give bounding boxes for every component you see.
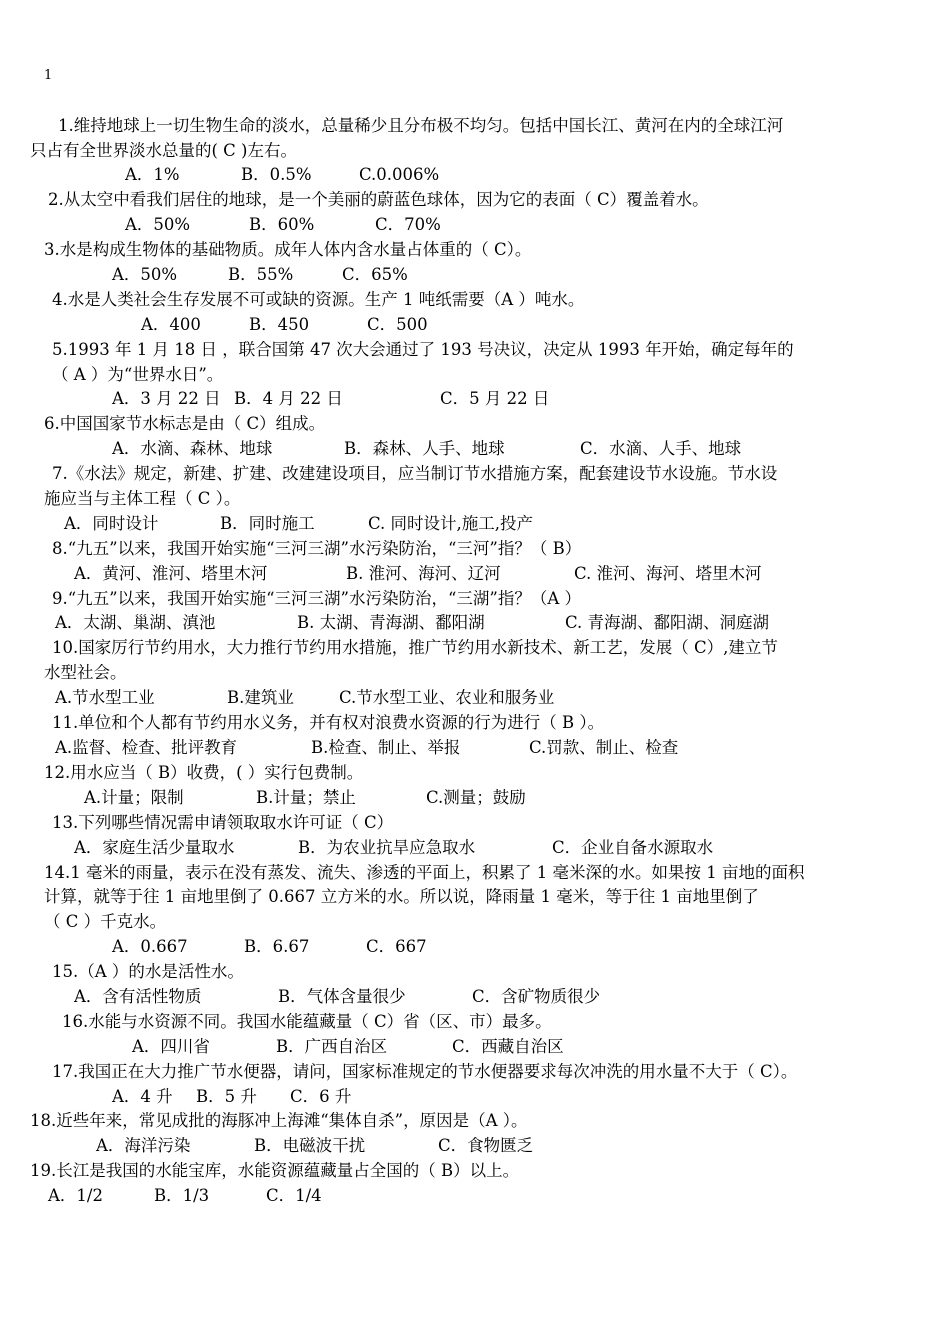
option-a: A．含有活性物质 (74, 987, 202, 1006)
question-14-line-3: （ C ）千克水。 (44, 912, 167, 931)
option-c: C．6 升 (290, 1087, 352, 1106)
option-c: C. 淮河、海河、塔里木河 (574, 564, 762, 583)
question-2-options (125, 214, 441, 236)
option-a: A．50% (112, 265, 178, 284)
option-a: A．黄河、淮河、塔里木河 (74, 564, 268, 583)
option-b: B．为农业抗旱应急取水 (298, 838, 476, 857)
question-13-options (74, 837, 713, 859)
option-a: A．家庭生活少量取水 (74, 838, 235, 857)
option-c: C．食物匮乏 (438, 1136, 534, 1155)
question-7-line-1: 7.《水法》规定，新建、扩建、改建建设项目，应当制订节水措施方案，配套建设节水设施。节水设 (52, 464, 778, 483)
option-a: A．四川省 (132, 1037, 210, 1056)
option-b: B．1/3 (154, 1186, 210, 1205)
option-b: B．0.5% (241, 165, 312, 184)
question-16-line-1: 16.水能与水资源不同。我国水能蕴藏量（ C）省（区、市）最多。 (62, 1012, 552, 1031)
option-c: C. 青海湖、鄱阳湖、洞庭湖 (565, 613, 770, 632)
option-b: B．同时施工 (220, 514, 315, 533)
question-9-line-1: 9.“九五”以来，我国开始实施“三河三湖”水污染防治，“三湖”指？（A ） (52, 589, 582, 608)
question-1-line-2: 只占有全世界淡水总量的( C )左右。 (30, 141, 297, 160)
option-a: A．4 升 (112, 1087, 173, 1106)
question-12-options (84, 787, 526, 809)
question-7-line-2: 施应当与主体工程（ C ）。 (44, 489, 241, 508)
question-1-options (125, 164, 439, 186)
option-c: C．65% (342, 265, 408, 284)
option-b: B．6.67 (244, 937, 310, 956)
question-18-options (96, 1135, 533, 1157)
option-c: C．水滴、人手、地球 (580, 439, 742, 458)
option-a: A.节水型工业 (55, 688, 155, 707)
question-7-options (64, 513, 533, 535)
option-a: A．400 (141, 315, 201, 334)
question-1-line-1: 1.维持地球上一切生物生命的淡水，总量稀少且分布极不均匀。包括中国长江、黄河在内的全球江河 (58, 116, 784, 135)
option-c: C．667 (366, 937, 427, 956)
option-c: C.0.006% (359, 165, 440, 184)
question-10-line-1: 10.国家厉行节约用水，大力推行节约用水措施，推广节约用水新技术、新工艺，发展（ C）,建立节 (52, 638, 778, 657)
option-c: C．5 月 22 日 (440, 389, 550, 408)
option-a: A.计量；限制 (84, 788, 184, 807)
option-b: B.计量；禁止 (256, 788, 356, 807)
question-14-line-1: 14.1 毫米的雨量，表示在没有蒸发、流失、渗透的平面上，积累了 1 毫米深的水。如果按 1 亩地的面积 (44, 863, 805, 882)
option-b: B. 太湖、青海湖、鄱阳湖 (297, 613, 485, 632)
question-19-options (48, 1185, 322, 1207)
option-a: A．0.667 (112, 937, 188, 956)
option-b: B．气体含量很少 (278, 987, 406, 1006)
question-14-options (112, 936, 427, 958)
question-17-line-1: 17.我国正在大力推广节水便器，请问，国家标准规定的节水便器要求每次冲洗的用水量不大于（ C）。 (52, 1062, 798, 1081)
option-b: B．广西自治区 (276, 1037, 388, 1056)
option-a: A．1% (125, 165, 180, 184)
question-4-options (141, 314, 428, 336)
question-18-line-1: 18.近些年来，常见成批的海豚冲上海滩“集体自杀”，原因是（A ）。 (30, 1111, 528, 1130)
question-3-line-1: 3.水是构成生物体的基础物质。成年人体内含水量占体重的（ C）。 (44, 240, 532, 259)
option-b: B. 淮河、海河、辽河 (346, 564, 501, 583)
question-9-options (55, 612, 769, 634)
option-c: C．1/4 (266, 1186, 322, 1205)
option-a: A．50% (125, 215, 191, 234)
option-b: B．450 (249, 315, 310, 334)
question-5-line-2: （ A ）为“世界水日”。 (52, 365, 224, 384)
question-19-line-1: 19.长江是我国的水能宝库，水能资源蕴藏量占全国的（ B）以上。 (30, 1161, 520, 1180)
question-3-options (112, 264, 408, 286)
question-6-options (112, 438, 741, 460)
option-a: A．水滴、森林、地球 (112, 439, 273, 458)
option-c: C. 同时设计,施工,投产 (368, 514, 534, 533)
question-5-options (112, 388, 549, 410)
question-16-options (132, 1036, 564, 1058)
option-a: A．太湖、巢湖、滇池 (55, 613, 216, 632)
option-c: C．企业自备水源取水 (552, 838, 714, 857)
question-10-options (55, 687, 554, 709)
question-8-options (74, 563, 762, 585)
question-6-line-1: 6.中国国家节水标志是由（ C）组成。 (44, 414, 326, 433)
option-a: A．3 月 22 日 (112, 389, 221, 408)
option-b: B．4 月 22 日 (234, 389, 343, 408)
option-a: A.监督、检查、批评教育 (55, 738, 238, 757)
option-c: C.测量；鼓励 (426, 788, 526, 807)
option-c: C．西藏自治区 (452, 1037, 564, 1056)
question-15-options (74, 986, 600, 1008)
question-4-line-1: 4.水是人类社会生存发展不可或缺的资源。生产 1 吨纸需要（A ）吨水。 (52, 290, 585, 309)
option-b: B．55% (228, 265, 294, 284)
question-12-line-1: 12.用水应当（ B）收费，( ）实行包费制。 (44, 763, 364, 782)
question-10-line-2: 水型社会。 (44, 663, 127, 682)
question-14-line-2: 计算，就等于往 1 亩地里倒了 0.667 立方米的水。所以说，降雨量 1 毫米，等于往 1 亩地里倒了 (44, 887, 759, 906)
question-17-options (112, 1086, 351, 1108)
option-a: A．1/2 (48, 1186, 103, 1205)
option-b: B.建筑业 (227, 688, 294, 707)
option-a: A．同时设计 (64, 514, 159, 533)
option-b: B．电磁波干扰 (254, 1136, 366, 1155)
option-b: B．5 升 (196, 1087, 257, 1106)
question-5-line-1: 5.1993 年 1 月 18 日 ，联合国第 47 次大会通过了 193 号决议，决定从 1993 年开始，确定每年的 (52, 340, 794, 359)
option-c: C．70% (375, 215, 441, 234)
option-b: B．60% (249, 215, 315, 234)
option-b: B．森林、人手、地球 (344, 439, 505, 458)
page-number: 1 (44, 68, 53, 83)
option-c: C．500 (367, 315, 428, 334)
question-13-line-1: 13.下列哪些情况需申请领取取水许可证（ C） (52, 813, 394, 832)
question-11-options (55, 737, 678, 759)
question-15-line-1: 15.（A ）的水是活性水。 (52, 962, 244, 981)
question-8-line-1: 8.“九五”以来，我国开始实施“三河三湖”水污染防治，“三河”指？（ B） (52, 539, 582, 558)
option-b: B.检查、制止、举报 (311, 738, 461, 757)
question-11-line-1: 11.单位和个人都有节约用水义务，并有权对浪费水资源的行为进行（ B ）。 (52, 713, 605, 732)
option-c: C.罚款、制止、检查 (529, 738, 679, 757)
option-c: C．含矿物质很少 (472, 987, 601, 1006)
option-c: C.节水型工业、农业和服务业 (339, 688, 555, 707)
option-a: A．海洋污染 (96, 1136, 191, 1155)
question-2-line-1: 2.从太空中看我们居住的地球，是一个美丽的蔚蓝色球体，因为它的表面（ C）覆盖着水。 (48, 190, 709, 209)
